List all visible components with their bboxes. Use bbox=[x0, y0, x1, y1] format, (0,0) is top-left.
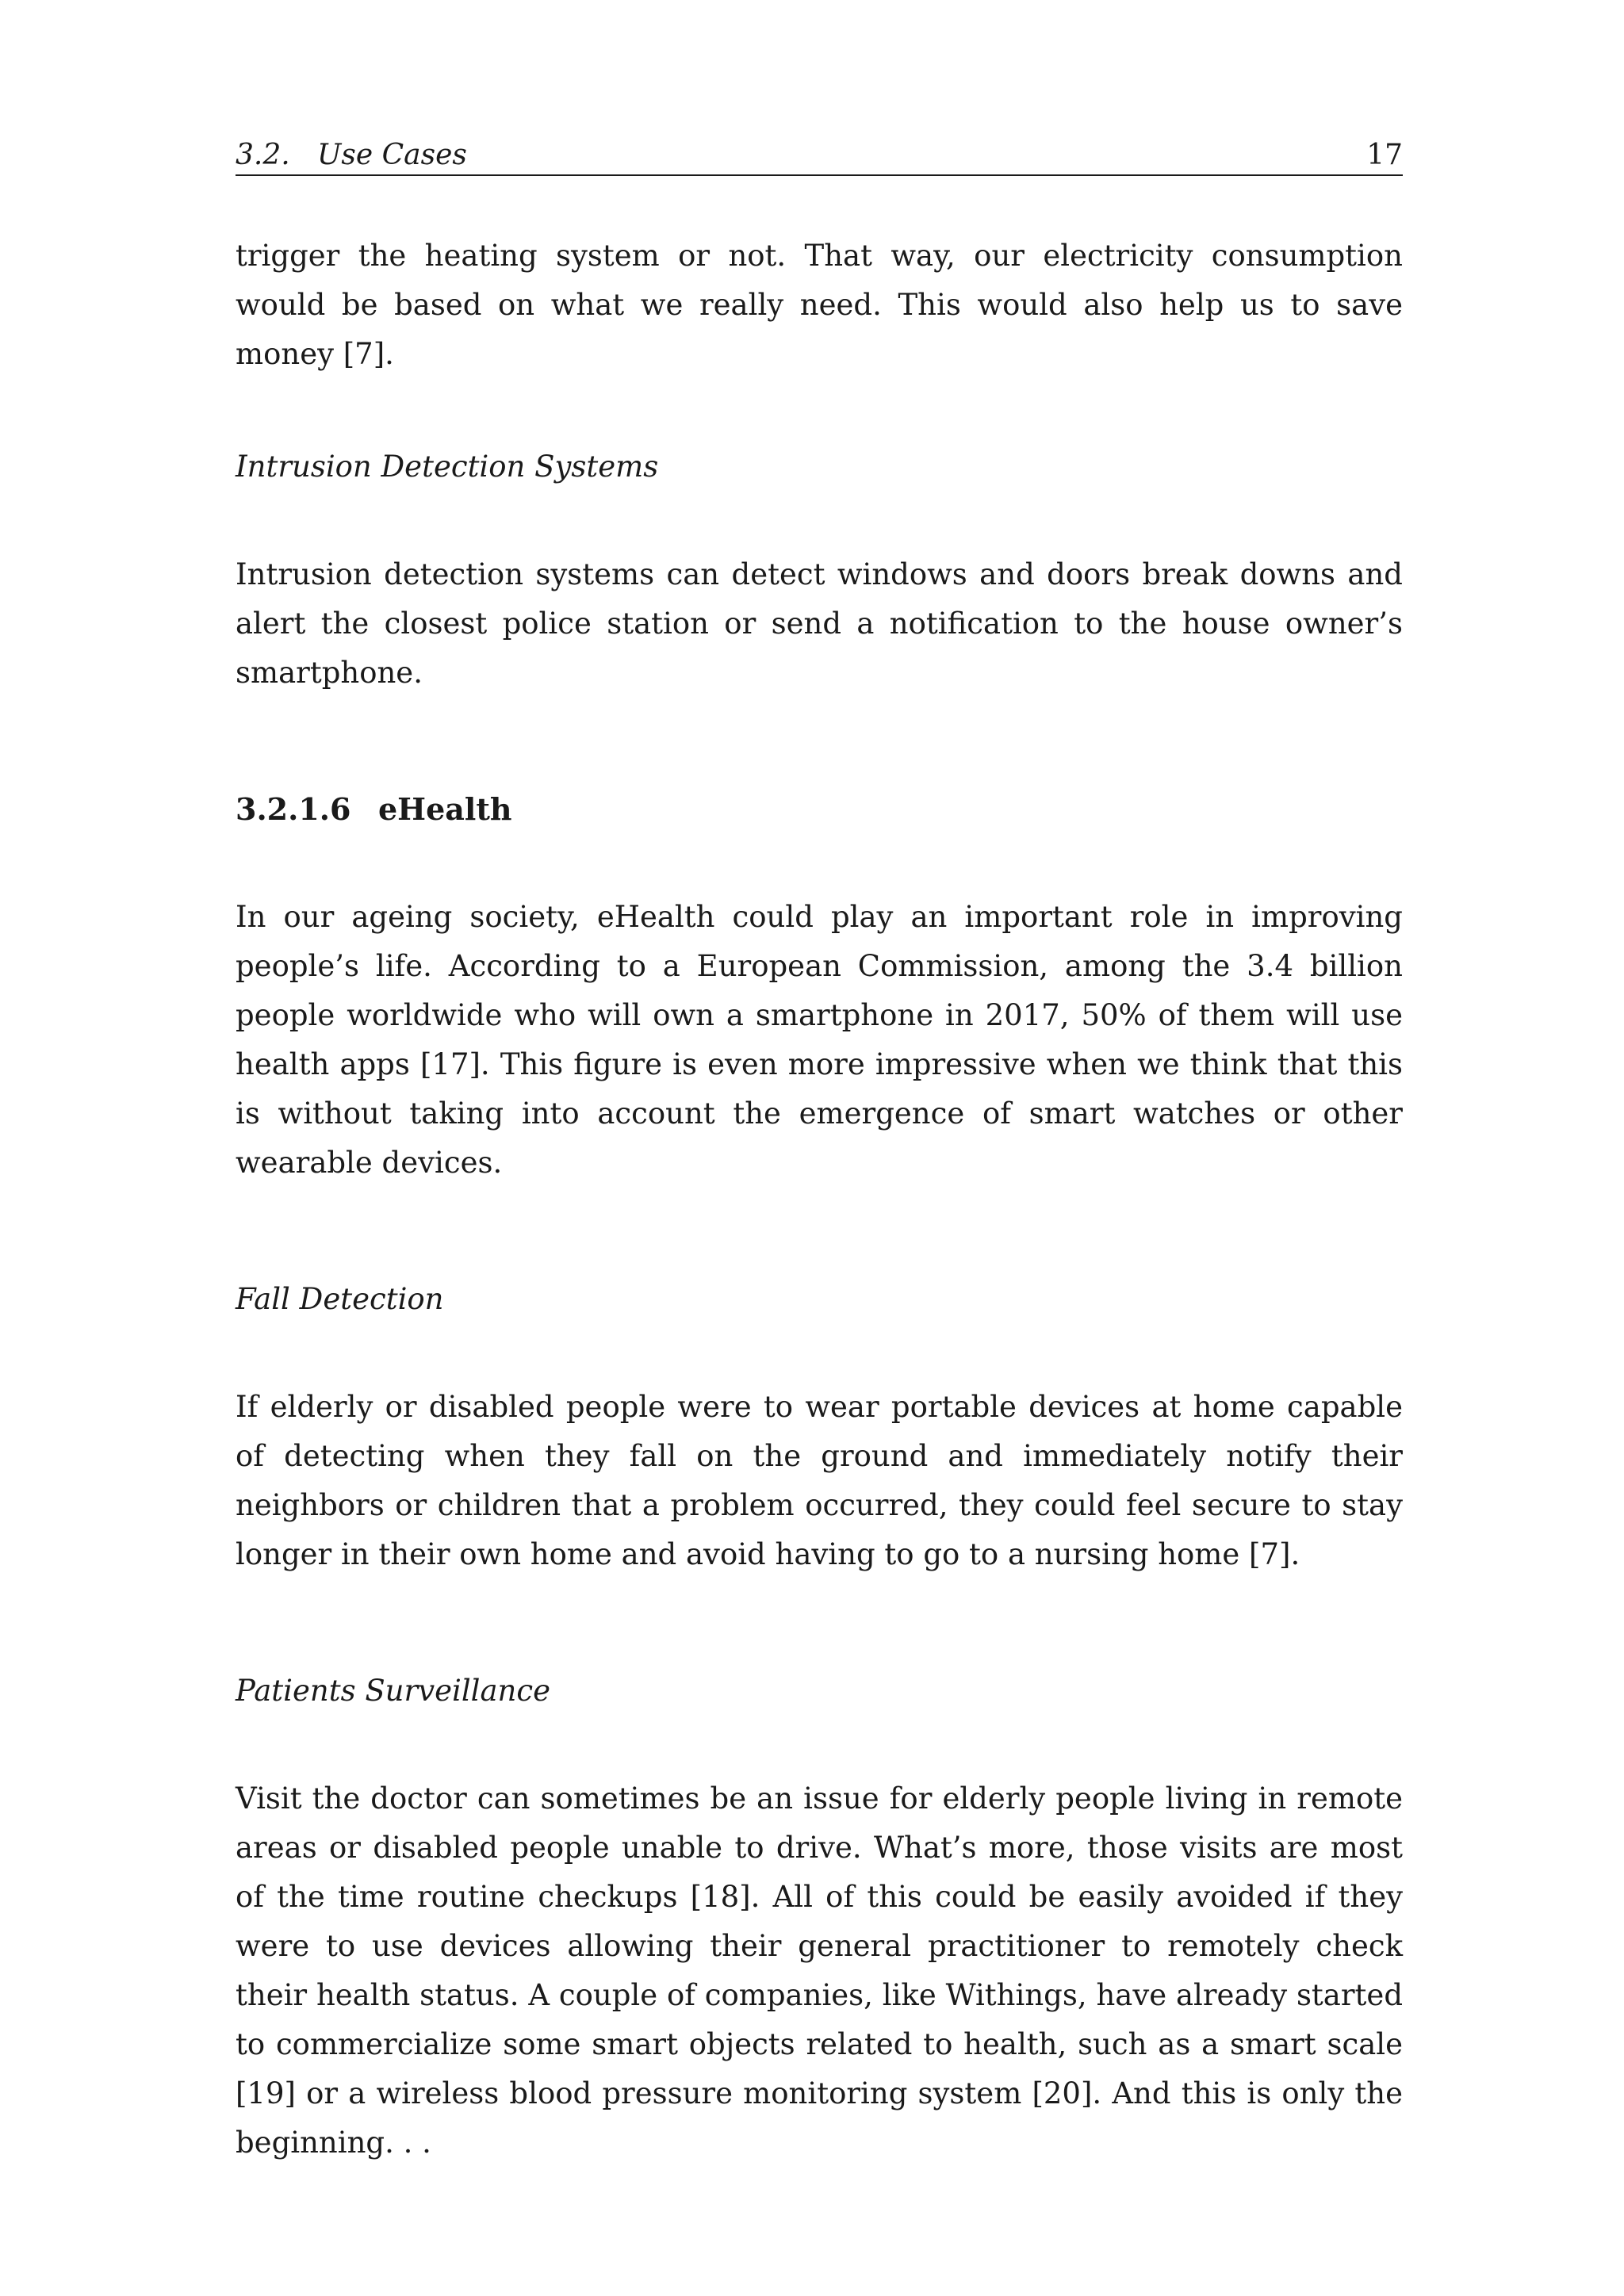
running-header bbox=[236, 133, 1403, 176]
section-title: eHealth bbox=[378, 791, 512, 827]
paragraph-intrusion-detection: Intrusion detection systems can detect windows and doors break downs and alert the closest police station or send a notification to the house owner’s smartphone. bbox=[236, 557, 1403, 690]
document-page bbox=[236, 133, 1403, 2168]
paragraph-heating: trigger the heating system or not. That way, our electricity consumption would be based on what we really need. This would also help us to save money [7]. bbox=[236, 239, 1403, 371]
subheading-fall-detection: Fall Detection bbox=[236, 1282, 444, 1316]
header-section-title: 3.2. Use Cases bbox=[236, 139, 467, 171]
subheading-intrusion-detection: Intrusion Detection Systems bbox=[236, 450, 659, 484]
paragraph-patients-surveillance: Visit the doctor can sometimes be an issue for elderly people living in remote areas or disabled people unable to drive. What’s more, those visits are most of the time routine checkups [18]. All of this could be easily avoided if they were to use devices allowing their general practitioner to remotely check their health status. A couple of companies, like Withings, have already started to commercialize some smart objects related to health, such as a smart scale [19] or a wireless blood pressure monitoring system [20]. And this is only the beginning. . . bbox=[236, 1781, 1403, 2160]
paragraph-ehealth: In our ageing society, eHealth could play an important role in improving people’s life. According to a European Commission, among the 3.4 billion people worldwide who will own a smartphone in 2017, 50% of them will use health apps [17]. This figure is even more impressive when we think that this is without taking into account the emergence of smart watches or other wearable devices. bbox=[236, 900, 1403, 1180]
paragraph-fall-detection: If elderly or disabled people were to wear portable devices at home capable of detecting when they fall on the ground and immediately notify their neighbors or children that a problem occurred, they could feel secure to stay longer in their own home and avoid having to go to a nursing home [7]. bbox=[236, 1390, 1403, 1571]
header-page-number: 17 bbox=[1366, 139, 1403, 171]
section-heading-ehealth bbox=[236, 785, 1403, 834]
subheading-patients-surveillance: Patients Surveillance bbox=[236, 1674, 551, 1708]
section-number: 3.2.1.6 bbox=[236, 791, 351, 827]
